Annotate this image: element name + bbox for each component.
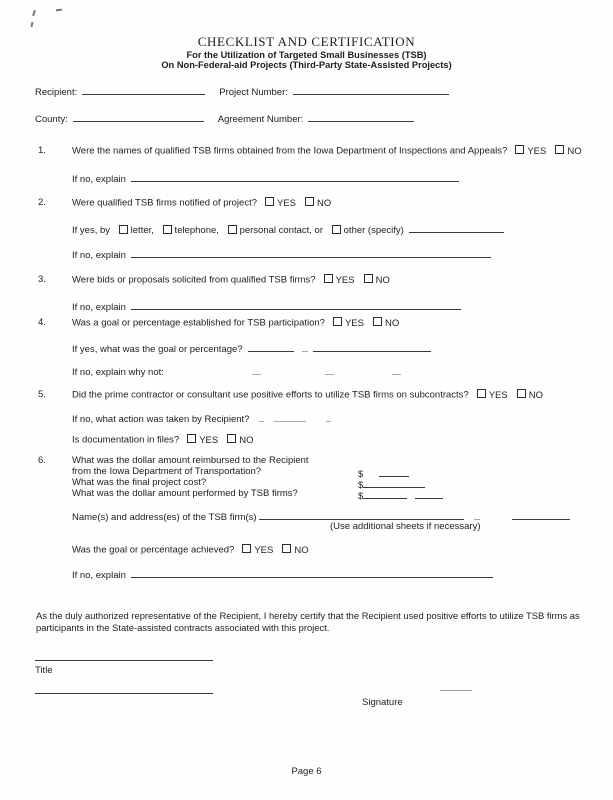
q1-no-checkbox[interactable] (555, 145, 564, 154)
q4-yes-label: YES (344, 317, 364, 329)
q3-answer (324, 275, 390, 286)
q5-number: 5. (38, 389, 46, 400)
county-label: County: (35, 114, 68, 125)
q1-explain-line[interactable] (131, 171, 459, 182)
q6-reimbursed-label-1: What was the dollar amount reimbursed to the Recipient (72, 455, 309, 466)
q5-doc-no-checkbox[interactable] (227, 434, 236, 443)
form-title: CHECKLIST AND CERTIFICATION (197, 34, 416, 49)
q3-no-checkbox[interactable] (364, 274, 373, 283)
certification-paragraph: As the duly authorized representative of the Recipient, I hereby certify that the Recipient used positive efforts to utilize TSB firms as participants in the State-assisted contracts associated with this project. (36, 610, 580, 633)
county-agreement-row (35, 111, 414, 125)
q5-yes-label: YES (488, 389, 508, 401)
q2-other-label: other (specify) (343, 225, 404, 236)
q4-no-label: NO (384, 317, 400, 329)
q1-yes-checkbox[interactable] (515, 145, 524, 154)
scan-noise (252, 365, 261, 375)
q2-telephone-checkbox[interactable] (163, 225, 172, 234)
scan-artifact (32, 10, 36, 16)
scan-noise (274, 412, 306, 422)
q6-names-far-line-wrap (512, 509, 570, 523)
q5-answer (477, 390, 543, 401)
q2-yes-label: YES (277, 197, 297, 209)
q5-row (72, 389, 543, 401)
q6-reimbursed-row-2 (72, 466, 261, 477)
scan-artifact (31, 22, 34, 27)
q6-goal-yes-checkbox[interactable] (242, 544, 251, 553)
q2-if-no-row (72, 247, 491, 261)
q1-yes-label: YES (527, 145, 547, 157)
q6-tsb-amount-line-1[interactable] (363, 488, 407, 499)
q6-additional-sheets-row (330, 521, 481, 532)
q6-reimbursed-row-1 (72, 455, 309, 466)
q4-if-no-label: If no, explain why not: (72, 367, 164, 378)
q6-tsb-amount-line-2[interactable] (415, 488, 443, 499)
q1-no-label: NO (567, 145, 582, 157)
q6-goal-no-checkbox[interactable] (282, 544, 291, 553)
scan-noise (392, 365, 401, 375)
signature-label: Signature (362, 697, 403, 708)
q6-tsb-amount-label: What was the dollar amount performed by TSB firms? (72, 488, 298, 499)
q6-reimbursed-label-2: from the Iowa Department of Transportation? (72, 466, 262, 477)
q4-goal-line-2[interactable] (313, 341, 431, 352)
q3-yes-checkbox[interactable] (324, 274, 333, 283)
signature-left-line[interactable] (35, 693, 213, 694)
q4-goal-line-1[interactable] (248, 341, 294, 352)
scan-noise (326, 412, 331, 422)
q6-dollar-sign-3: $ (358, 491, 364, 502)
recipient-label: Recipient: (35, 87, 78, 98)
q5-documentation-row (72, 434, 253, 446)
q5-question: Did the prime contractor or consultant use positive efforts to utilize TSB firms on subcontracts? (72, 389, 469, 401)
q3-explain-line[interactable] (131, 299, 461, 310)
q3-number: 3. (38, 274, 46, 285)
q1-row (72, 145, 582, 157)
agreement-number-input-line[interactable] (308, 111, 414, 122)
q2-letter-label: letter, (130, 225, 154, 236)
q6-explain-line[interactable] (131, 567, 493, 578)
county-input-line[interactable] (73, 111, 204, 122)
q2-other-checkbox[interactable] (332, 225, 341, 234)
q2-if-yes-label: If yes, by (72, 225, 111, 236)
q2-row (72, 197, 331, 209)
q4-if-yes-row (72, 341, 431, 355)
q5-doc-yes-checkbox[interactable] (187, 434, 196, 443)
q6-final-cost-amount-line[interactable] (363, 477, 425, 488)
q6-goal-achieved-row (72, 544, 309, 556)
q4-row (72, 317, 399, 329)
q2-other-specify-line[interactable] (409, 222, 504, 233)
q2-yes-checkbox[interactable] (265, 197, 274, 206)
q6-goal-yes-label: YES (254, 544, 274, 556)
q3-if-no-label: If no, explain (72, 302, 126, 313)
q2-question: Were qualified TSB firms notified of project? (72, 197, 257, 209)
q5-documentation-answer (187, 435, 253, 446)
q6-reimbursed-amount-line[interactable] (379, 466, 409, 477)
q1-number: 1. (38, 145, 46, 156)
scan-noise (325, 365, 334, 375)
q1-question: Were the names of qualified TSB firms obtained from the Iowa Department of Inspections and Appeals? (72, 145, 508, 157)
title-label: Title (35, 665, 53, 676)
scan-noise (474, 510, 480, 520)
q5-if-no-label: If no, what action was taken by Recipient? (72, 414, 250, 425)
q6-tsb-amount (358, 488, 443, 502)
q6-additional-sheets-note: (Use additional sheets if necessary) (330, 521, 481, 532)
q5-documentation-label: Is documentation in files? (72, 434, 180, 446)
project-number-input-line[interactable] (293, 84, 449, 95)
q1-if-no-label: If no, explain (72, 174, 126, 185)
q4-yes-checkbox[interactable] (333, 317, 342, 326)
q2-answer (265, 198, 331, 209)
q6-if-no-label: If no, explain (72, 570, 126, 581)
q5-no-label: NO (528, 389, 543, 401)
q6-goal-achieved-label: Was the goal or percentage achieved? (72, 544, 235, 556)
q4-if-yes-label: If yes, what was the goal or percentage? (72, 344, 243, 355)
q6-dollar-sign-1: $ (358, 469, 364, 480)
page-number: Page 6 (291, 766, 322, 777)
q2-no-checkbox[interactable] (305, 197, 314, 206)
q2-telephone-label: telephone, (174, 225, 219, 236)
q6-names-far-line[interactable] (512, 509, 570, 520)
q5-if-no-row (72, 412, 331, 425)
recipient-input-line[interactable] (82, 84, 205, 95)
scan-artifact (56, 9, 62, 12)
q6-final-cost-row (72, 477, 206, 488)
q6-number: 6. (38, 455, 46, 466)
q1-if-no-row (72, 171, 459, 185)
q4-number: 4. (38, 317, 46, 328)
q6-goal-achieved-answer (242, 545, 308, 556)
q3-row (72, 274, 390, 286)
q3-no-label: NO (375, 274, 390, 286)
title-line[interactable] (35, 660, 213, 661)
q6-dollar-sign-2: $ (358, 480, 364, 491)
q5-yes-checkbox[interactable] (477, 389, 486, 398)
agreement-number-label: Agreement Number: (217, 114, 304, 125)
q2-letter-checkbox[interactable] (119, 225, 128, 234)
q6-names-label: Name(s) and address(es) of the TSB firm(s) (72, 512, 257, 523)
recipient-project-row (35, 84, 449, 98)
q4-answer (333, 318, 399, 329)
project-number-label: Project Number: (219, 87, 288, 98)
q6-goal-no-label: NO (294, 544, 309, 556)
q2-personal-contact-checkbox[interactable] (228, 225, 237, 234)
scan-noise (302, 342, 308, 352)
q6-if-no-row (72, 567, 493, 581)
q2-if-no-label: If no, explain (72, 250, 126, 261)
q6-names-line[interactable] (259, 509, 464, 520)
scan-noise (440, 690, 472, 691)
q6-tsb-amount-row (72, 488, 298, 499)
q3-if-no-row (72, 299, 461, 313)
q5-doc-yes-label: YES (199, 434, 219, 446)
q4-if-no-row (72, 365, 401, 378)
q3-yes-label: YES (335, 274, 355, 286)
q5-no-checkbox[interactable] (517, 389, 526, 398)
q5-doc-no-label: NO (239, 434, 254, 446)
q2-number: 2. (38, 197, 46, 208)
q3-question: Were bids or proposals solicited from qualified TSB firms? (72, 274, 316, 286)
q6-final-cost-label: What was the final project cost? (72, 477, 207, 488)
q4-question: Was a goal or percentage established for TSB participation? (72, 317, 325, 329)
q2-explain-line[interactable] (131, 247, 491, 258)
q1-answer (515, 146, 581, 157)
q2-personal-contact-label: personal contact, or (239, 225, 323, 236)
form-subtitle-1: For the Utilization of Targeted Small Businesses (TSB) (186, 50, 427, 60)
q2-if-yes-row (72, 222, 504, 236)
scan-noise (259, 412, 264, 422)
q2-no-label: NO (317, 197, 332, 209)
q4-no-checkbox[interactable] (373, 317, 382, 326)
form-subtitle-2: On Non-Federal-aid Projects (Third-Party State-Assisted Projects) (161, 60, 452, 70)
